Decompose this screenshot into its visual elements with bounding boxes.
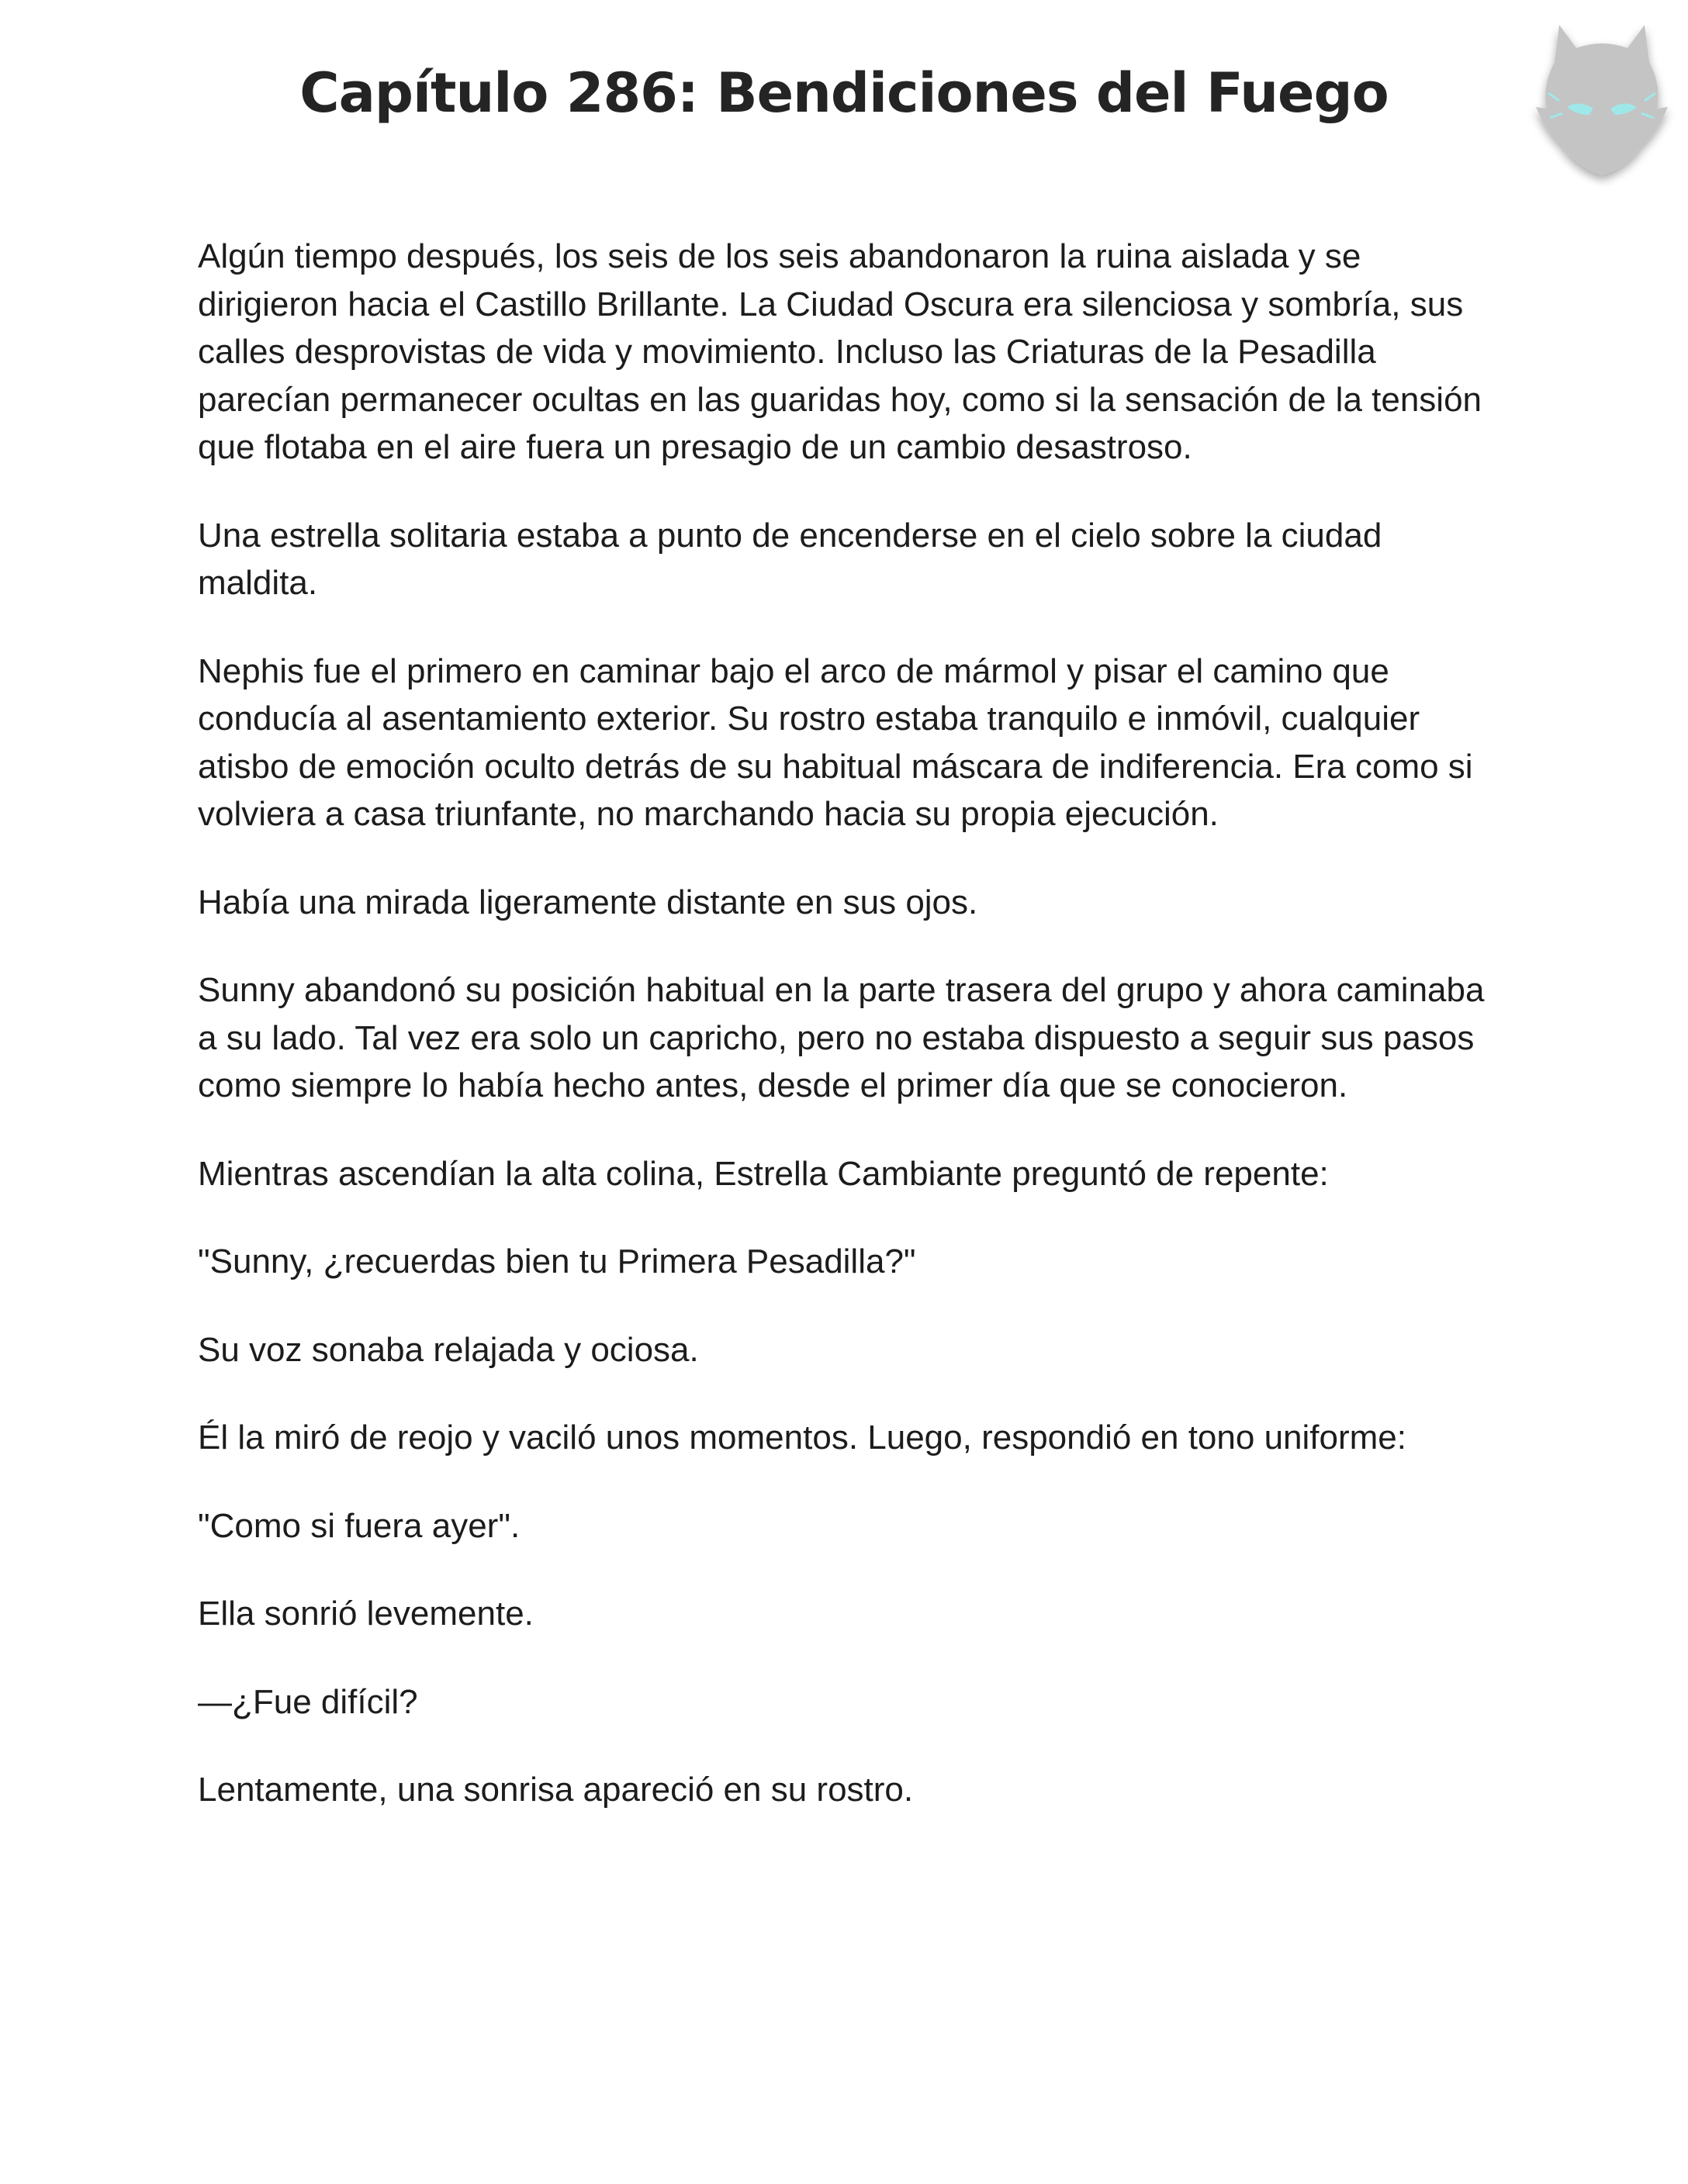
paragraph: Su voz sonaba relajada y ociosa. [198,1330,699,1369]
paragraph: "Sunny, ¿recuerdas bien tu Primera Pesadilla?" [198,1242,916,1280]
paragraph: Había una mirada ligeramente distante en sus ojos. [198,883,978,921]
paragraph: Una estrella solitaria estaba a punto de encenderse en el cielo sobre la ciudad maldita. [198,516,1382,602]
paragraph: Mientras ascendían la alta colina, Estrella Cambiante preguntó de repente: [198,1154,1329,1193]
paragraph: Lentamente, una sonrisa apareció en su rostro. [198,1771,914,1809]
paragraph: Ella sonrió levemente. [198,1595,534,1633]
chapter-title: Capítulo 286: Bendiciones del Fuego [299,61,1389,125]
paragraph: Él la miró de reojo y vaciló unos momentos. Luego, respondió en tono uniforme: [198,1419,1406,1457]
demon-head-logo-icon [1528,16,1676,186]
paragraph: —¿Fue difícil? [198,1682,418,1721]
paragraph: Nephis fue el primero en caminar bajo el arco de mármol y pisar el camino que conducía al asentamiento exterior. Su rostro estaba tranquilo e inmóvil, cualquier atisbo de emoción oculto detrás de su habitual máscara de indiferencia. Era como si volviera a casa triunfante, no marchando hacia su propia ejecución. [198,651,1473,833]
paragraph: Sunny abandonó su posición habitual en la parte trasera del grupo y ahora caminaba a su lado. Tal vez era solo un capricho, pero no estaba dispuesto a seguir sus pasos como siempre lo había hecho antes, desde el primer día que se conocieron. [198,971,1485,1104]
paragraph: Algún tiempo después, los seis de los seis abandonaron la ruina aislada y se dirigieron hacia el Castillo Brillante. La Ciudad Oscura era silenciosa y sombría, sus calles desprovistas de vida y movimiento. Incluso las Criaturas de la Pesadilla parecían permanecer ocultas en las guaridas hoy, como si la sensación de la tensión que flotaba en el aire fuera un presagio de un cambio desastroso. [198,237,1482,466]
chapter-body [198,233,1501,1854]
paragraph: "Como si fuera ayer". [198,1506,521,1545]
